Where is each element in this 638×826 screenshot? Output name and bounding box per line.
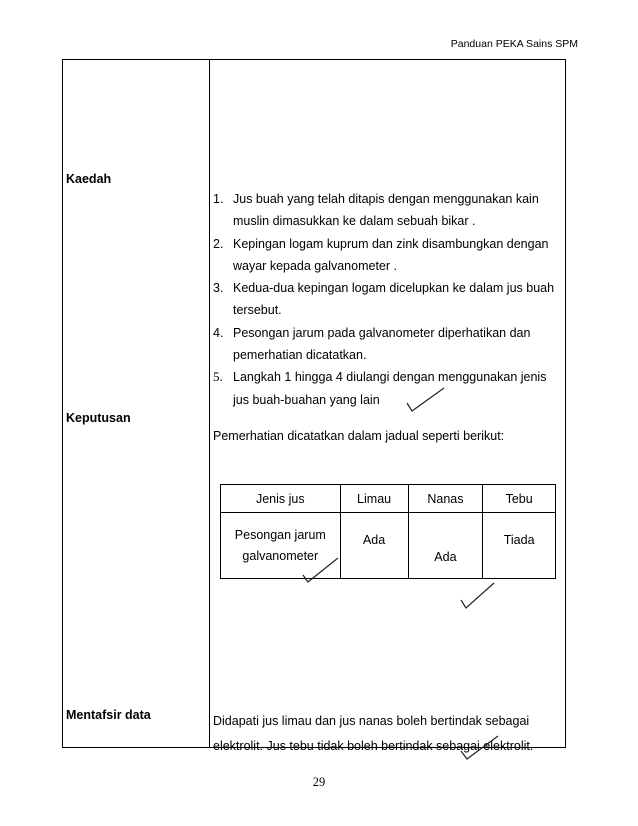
step-text: Langkah 1 hingga 4 diulangi dengan menggunakan jenis jus buah-buahan yang lain — [233, 370, 547, 407]
header-cell: Tebu — [483, 485, 556, 513]
page-number: 29 — [312, 775, 326, 789]
step-number: 2. — [213, 236, 224, 251]
column-divider — [209, 59, 210, 748]
conclusion-text: Didapati jus limau dan jus nanas boleh bertindak sebagai elektrolit. Jus tebu tidak boleh bertindak sebagai elektrolit. — [213, 714, 534, 753]
value-cell: Ada — [340, 513, 408, 579]
step-number: 3. — [213, 281, 224, 296]
step-item — [213, 233, 563, 278]
header-cell: Jenis jus — [221, 485, 341, 513]
checkmark-icon — [300, 555, 340, 585]
header-cell: Limau — [340, 485, 408, 513]
step-number: 1. — [213, 192, 224, 206]
observation-table — [220, 484, 556, 579]
page-header: Panduan PEKA Sains SPM — [450, 38, 578, 50]
label-mentafsir-data: Mentafsir data — [66, 708, 151, 722]
step-number: 4. — [213, 325, 224, 340]
step-number: 5. — [213, 369, 223, 385]
table-header-row — [221, 485, 556, 513]
checkmark-icon — [458, 580, 496, 612]
step-item — [213, 322, 563, 367]
step-item — [213, 366, 563, 411]
label-kaedah: Kaedah — [66, 172, 112, 186]
table-row — [221, 513, 556, 579]
row-label-cell: Pesongan jarum galvanometer — [221, 513, 341, 579]
checkmark-icon — [458, 733, 500, 763]
step-text: Jus buah yang telah ditapis dengan menggunakan kain muslin dimasukkan ke dalam sebuah bikar . — [233, 192, 539, 229]
label-keputusan: Keputusan — [66, 411, 131, 425]
step-text: Kepingan logam kuprum dan zink disambungkan dengan wayar kepada galvanometer . — [233, 236, 549, 273]
header-cell: Nanas — [408, 485, 483, 513]
step-text: Kedua-dua kepingan logam dicelupkan ke dalam jus buah tersebut. — [233, 281, 555, 318]
method-steps — [213, 188, 563, 411]
checkmark-icon — [404, 385, 446, 415]
value-cell: Ada — [408, 513, 483, 579]
results-intro: Pemerhatian dicatatkan dalam jadual seperti berikut: — [213, 429, 505, 443]
value-cell: Tiada — [483, 513, 556, 579]
step-item — [213, 277, 563, 322]
step-text: Pesongan jarum pada galvanometer diperhatikan dan pemerhatian dicatatkan. — [233, 325, 531, 363]
step-item — [213, 188, 563, 233]
